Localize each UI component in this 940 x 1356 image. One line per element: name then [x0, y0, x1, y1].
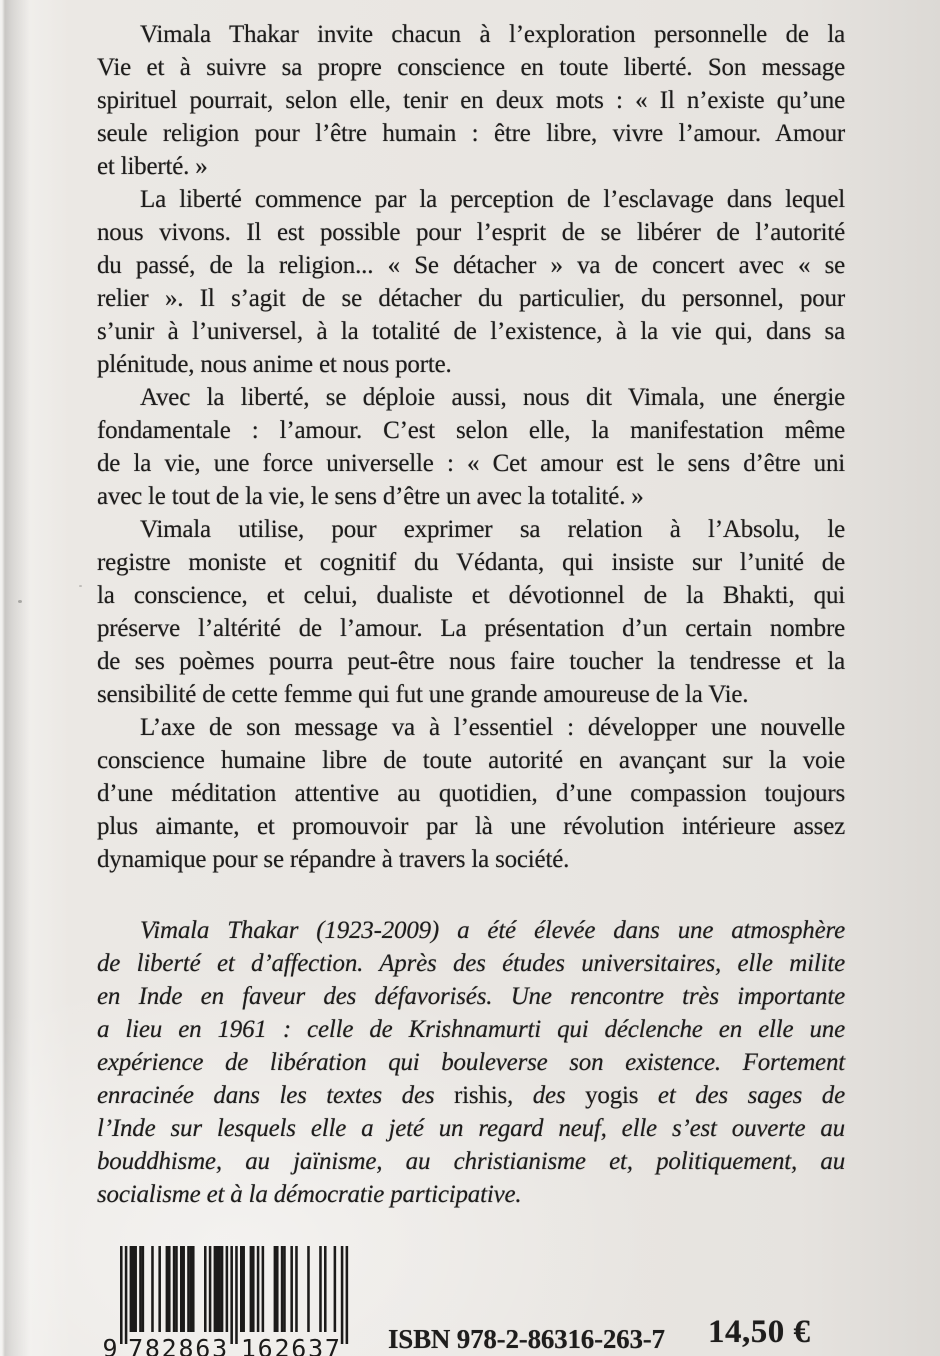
synopsis	[97, 18, 845, 876]
barcode-digit: 7	[324, 1334, 340, 1356]
paragraph	[97, 381, 845, 513]
text-line: Vimala utilise, pour exprimer sa relation à l’Absolu, le	[140, 516, 845, 543]
barcode-svg	[102, 1246, 350, 1356]
bio-text-line: bouddhisme, au jaïnisme, au christianisme et, politiquement, au	[97, 1148, 845, 1175]
bio-text-line: enracinée dans les textes des rishis, des yogis et des sages de	[97, 1082, 845, 1109]
paragraph	[97, 711, 845, 876]
barcode-digit: 1	[240, 1334, 256, 1356]
upright-term: yogis	[585, 1082, 639, 1109]
barcode-digit: 2	[161, 1334, 177, 1356]
barcode-digit: 6	[291, 1334, 307, 1356]
bio-text-line: socialisme et à la démocratie participative.	[97, 1181, 522, 1208]
text-line: relier ». Il s’agit de se détacher du particulier, du personnel, pour	[97, 285, 845, 312]
text-line: la conscience, et celui, dualiste et dévotionnel de la Bhakti, qui	[97, 582, 845, 609]
barcode-digit: 6	[195, 1334, 211, 1356]
bio-text-line: a lieu en 1961 : celle de Krishnamurti qui déclenche en elle une	[97, 1016, 845, 1043]
text-line: La liberté commence par la perception de l’esclavage dans lequel	[140, 186, 845, 213]
dust-speck	[18, 600, 22, 603]
text-line: préserve l’altérité de l’amour. La présentation d’un certain nombre	[97, 615, 845, 642]
bio-text-line: l’Inde sur lesquels elle a jeté un regard neuf, elle s’est ouverte au	[97, 1115, 845, 1142]
bio-text-line: de liberté et d’affection. Après des études universitaires, elle milite	[97, 950, 845, 977]
barcode-digit: 2	[274, 1334, 290, 1356]
text-line: Vie et à suivre sa propre conscience en toute liberté. Son message	[97, 54, 845, 81]
text-line: spirituel pourrait, selon elle, tenir en deux mots : « Il n’existe qu’une	[97, 87, 845, 114]
isbn-text: ISBN 978-2-86316-263-7	[388, 1324, 665, 1354]
barcode-digit: 7	[128, 1334, 144, 1356]
barcode-digit: 3	[308, 1334, 324, 1356]
text-line: Avec la liberté, se déploie aussi, nous dit Vimala, une énergie	[140, 384, 845, 411]
barcode-digit: 9	[102, 1334, 118, 1356]
author-bio-paragraph	[97, 914, 845, 1211]
back-cover-text	[97, 18, 845, 1211]
text-line: conscience humaine libre de toute autorité en avançant sur la voie	[97, 747, 845, 774]
paragraph	[97, 513, 845, 711]
barcode-digit: 3	[212, 1334, 228, 1356]
text-line: Vimala Thakar invite chacun à l’exploration personnelle de la	[140, 21, 845, 48]
text-line: du passé, de la religion... « Se détacher » va de concert avec « se	[97, 252, 845, 279]
text-line: avec le tout de la vie, le sens d’être un avec la totalité. »	[97, 483, 644, 510]
barcode-digit: 8	[144, 1334, 160, 1356]
barcode-digit: 6	[257, 1334, 273, 1356]
text-line: plénitude, nous anime et nous porte.	[97, 351, 452, 378]
price-text: 14,50 €	[708, 1314, 811, 1350]
ean13-barcode	[102, 1246, 350, 1356]
text-line: et liberté. »	[97, 153, 208, 180]
bio-text-line: Vimala Thakar (1923-2009) a été élevée dans une atmosphère	[140, 917, 845, 944]
barcode-digit: 8	[178, 1334, 194, 1356]
text-line: nous vivons. Il est possible pour l’esprit de se libérer de l’autorité	[97, 219, 845, 246]
upright-term: rishis	[454, 1082, 508, 1109]
text-line: fondamentale : l’amour. C’est selon elle, la manifestation même	[97, 417, 845, 444]
paragraph	[97, 183, 845, 381]
text-line: d’une méditation attentive au quotidien, d’une compassion toujours	[97, 780, 845, 807]
text-line: L’axe de son message va à l’essentiel : développer une nouvelle	[140, 714, 845, 741]
text-line: plus aimante, et promouvoir par là une révolution intérieure assez	[97, 813, 845, 840]
text-line: sensibilité de cette femme qui fut une grande amoureuse de la Vie.	[97, 681, 749, 708]
bio-text-line: en Inde en faveur des défavorisés. Une rencontre très importante	[97, 983, 845, 1010]
text-line: registre moniste et cognitif du Védanta, qui insiste sur l’unité de	[97, 549, 845, 576]
text-line: de ses poèmes pourra peut-être nous faire toucher la tendresse et la	[97, 648, 845, 675]
paragraph	[97, 18, 845, 183]
text-line: s’unir à l’universel, à la totalité de l’existence, à la vie qui, dans sa	[97, 318, 845, 345]
text-line: seule religion pour l’être humain : être libre, vivre l’amour. Amour	[97, 120, 845, 147]
text-line: dynamique pour se répandre à travers la société.	[97, 846, 570, 873]
bio-text-line: expérience de libération qui bouleverse son existence. Fortement	[97, 1049, 845, 1076]
text-line: de la vie, une force universelle : « Cet amour est le sens d’être uni	[97, 450, 845, 477]
dust-speck	[79, 585, 82, 587]
